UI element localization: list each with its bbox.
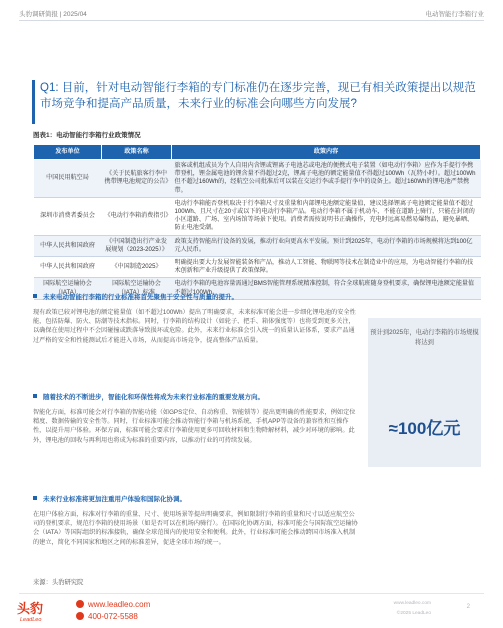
table-header-dept: 发布单位 [34, 145, 102, 160]
footer-divider [19, 593, 484, 594]
bullet-square-icon [33, 496, 37, 500]
section-paragraph: 智能化方面，标准可能会对行李箱的智能功能（如GPS定位、自动称重、智能锁等）提出更明确的性能要求，例如定位精度、数据传输的安全性等。同时，行业标准可能会推动智能行李箱与机场系统、手机APP等设备的兼容性和互操作性，以提升用户体验。环保方面，标准可能会要求行李箱使用更多可回收材料和生物降解材料，减少对环境的影响。此外，锂电池的回收与再利用也将成为标准的重要内容，以推动行业的可持续发展。 [33, 409, 356, 444]
table-row [34, 197, 481, 235]
section-paragraph: 现有政策已较对锂电池的额定能量值（如不超过100Wh）提出了明确要求，未来标准可能会进一步细化锂电池的安全性能，包括防爆、防火、防潮等技术指标。同时，行李箱的结构设计（如轮子、把手、箱体强度等）也将受到更多关注，以确保在使用过程中不会因碰撞或跌落导致损坏或危险。此外，未来行业标准会引入统一的质量认证体系，要求产品通过严格的安全和性能测试后才能进入市场，从而提高市场竞争，提高整体产品质量。 [33, 309, 356, 344]
bullet-square-icon [33, 294, 37, 298]
section-bullet [33, 392, 358, 401]
table-header-content: 政策内容 [172, 145, 481, 160]
section-heading: 未来行业标准将更加注重用户体验和国际化协调。 [43, 496, 186, 503]
brand-logo: 头豹 [17, 602, 44, 617]
table-cell-name: 《中国制造2025》 [102, 257, 172, 278]
footer-copyright: ©2025 LeadLeo [396, 611, 431, 616]
section-bullet [33, 494, 358, 503]
bullet-square-icon [33, 394, 37, 398]
highlight-box [368, 318, 481, 467]
question-accent-bar [32, 80, 35, 124]
section-paragraph: 在用户体验方面，标准对行李箱的重量、尺寸、使用场景等提出明确要求，例如限制行李箱的重量和尺寸以适应航空公司的登机要求，规范行李箱的使用场景（如是否可以在机场内骑行）。在国际化协调方面，标准可能会与国际航空运输协会（IATA）等国际组织的标准接轨，确保全球范围内的使用安全和便利。此外，行业标准可能会推动跨国市场准入机制的建立，简化不同国家和地区之间的标准差异，促进全球市场的统一。 [33, 511, 358, 546]
table-cell-content: 明确提出要大力发展智能装备和产品，推动人工智能、物联网等技术在制造业中的应用，为电动智能行李箱的技术创新和产业升级提供了政策保障。 [172, 257, 481, 278]
table-cell-name: 国际航空运输协会（IATA）标准 [102, 278, 172, 299]
header-divider [19, 20, 484, 21]
table-cell-name: 《电动行李箱消费指引》 [102, 197, 172, 235]
footer-phone [76, 612, 138, 621]
policy-table [33, 144, 481, 300]
table-cell-dept: 中华人民共和国政府 [34, 235, 102, 256]
phone-icon [76, 612, 84, 620]
highlight-value: ≈100亿元 [388, 419, 461, 438]
table-cell-dept: 中华人民共和国政府 [34, 257, 102, 278]
section-heading: 未来电动智能行李箱的行业标准将首先聚焦于安全性与质量的提升。 [43, 294, 238, 301]
table-row [34, 235, 481, 256]
globe-icon [76, 600, 84, 608]
footer-website-link[interactable] [76, 600, 150, 609]
table-cell-content: 旅客或机组成员为个人自用内含锂或锂离子电池芯或电池的便携式电子装置（如电动行李箱）应作为手提行李携带登机，锂金属电池的锂含量不得超过2克，锂离子电池的额定能量值不得超过100Wh（瓦特小时）。超过100Wh但不超过160Wh的，经航空公司批准后可以装在交运行李或手提行李中的设备上。超过160Wh的锂电池严禁携带。 [172, 160, 481, 198]
highlight-caption: 预计到2025年，电动行李箱的市场规模将达到 [370, 329, 479, 346]
table-row [34, 160, 481, 198]
section-heading: 随着技术的不断进步，智能化和环保性将成为未来行业标准的重要发展方向。 [43, 394, 264, 401]
page-number: 2 [466, 604, 470, 610]
header-right: 电动智能行李箱行业 [425, 11, 484, 18]
figure-title: 图表1：电动智能行李箱行业政策情况 [33, 132, 141, 139]
table-row [34, 257, 481, 278]
brand-logo-en: LeadLeo [20, 617, 42, 623]
section-bullet [33, 292, 358, 301]
table-cell-name: 《关于民航旅客行李中携带锂电池规定的公告》 [102, 160, 172, 198]
table-cell-dept: 国际航空运输协会（IATA） [34, 278, 102, 299]
footer-website: www.leadleo.com [88, 600, 151, 609]
header-left: 头豹调研简报 | 2025/04 [19, 11, 87, 18]
table-cell-name: 《中国制造出行产业发展规划（2023-2025）》 [102, 235, 172, 256]
table-header-name: 政策名称 [102, 145, 172, 160]
footer-phone-number: 400-072-5588 [88, 612, 138, 621]
table-cell-content: 电动行李箱的电池容量需通过BMS智能管理系统精准控制，符合全球航班随身登机要求，确保锂电池额定能量值不超过100Wh。 [172, 278, 481, 299]
table-cell-dept: 中国民用航空局 [34, 160, 102, 198]
question-text: Q1: 目前，针对电动智能行李箱的专门标准仍在逐步完善，现已有相关政策提出以规范市场竞争和提高产品质量，未来行业的标准会向哪些方向发展? [40, 82, 476, 110]
table-cell-content: 电动行李箱能否登机取决于行李箱尺寸及重量和内部锂电池额定能量值，建议选择锂离子电池额定能量值不超过100Wh、且尺寸在20寸或以下的电动行李箱产品。电动行李箱不属于机动车，不能在道路上骑行，只能在封闭的小区道路、广场、室内场馆等场景下使用。消费者需按说明书正确操作，充电时远离易燃易爆物品，避免暴晒、防止电池受潮。 [172, 197, 481, 235]
source-note: 来源：头豹研究院 [33, 579, 84, 586]
table-cell-dept: 深圳市消费者委员会 [34, 197, 102, 235]
table-cell-content: 政策支持智能出行设备的发展，推动行业向更高水平发展。预计到2025年，电动行李箱的市场规模将达到100亿元人民币。 [172, 235, 481, 256]
footer-website-small: www.leadleo.com [393, 601, 431, 606]
